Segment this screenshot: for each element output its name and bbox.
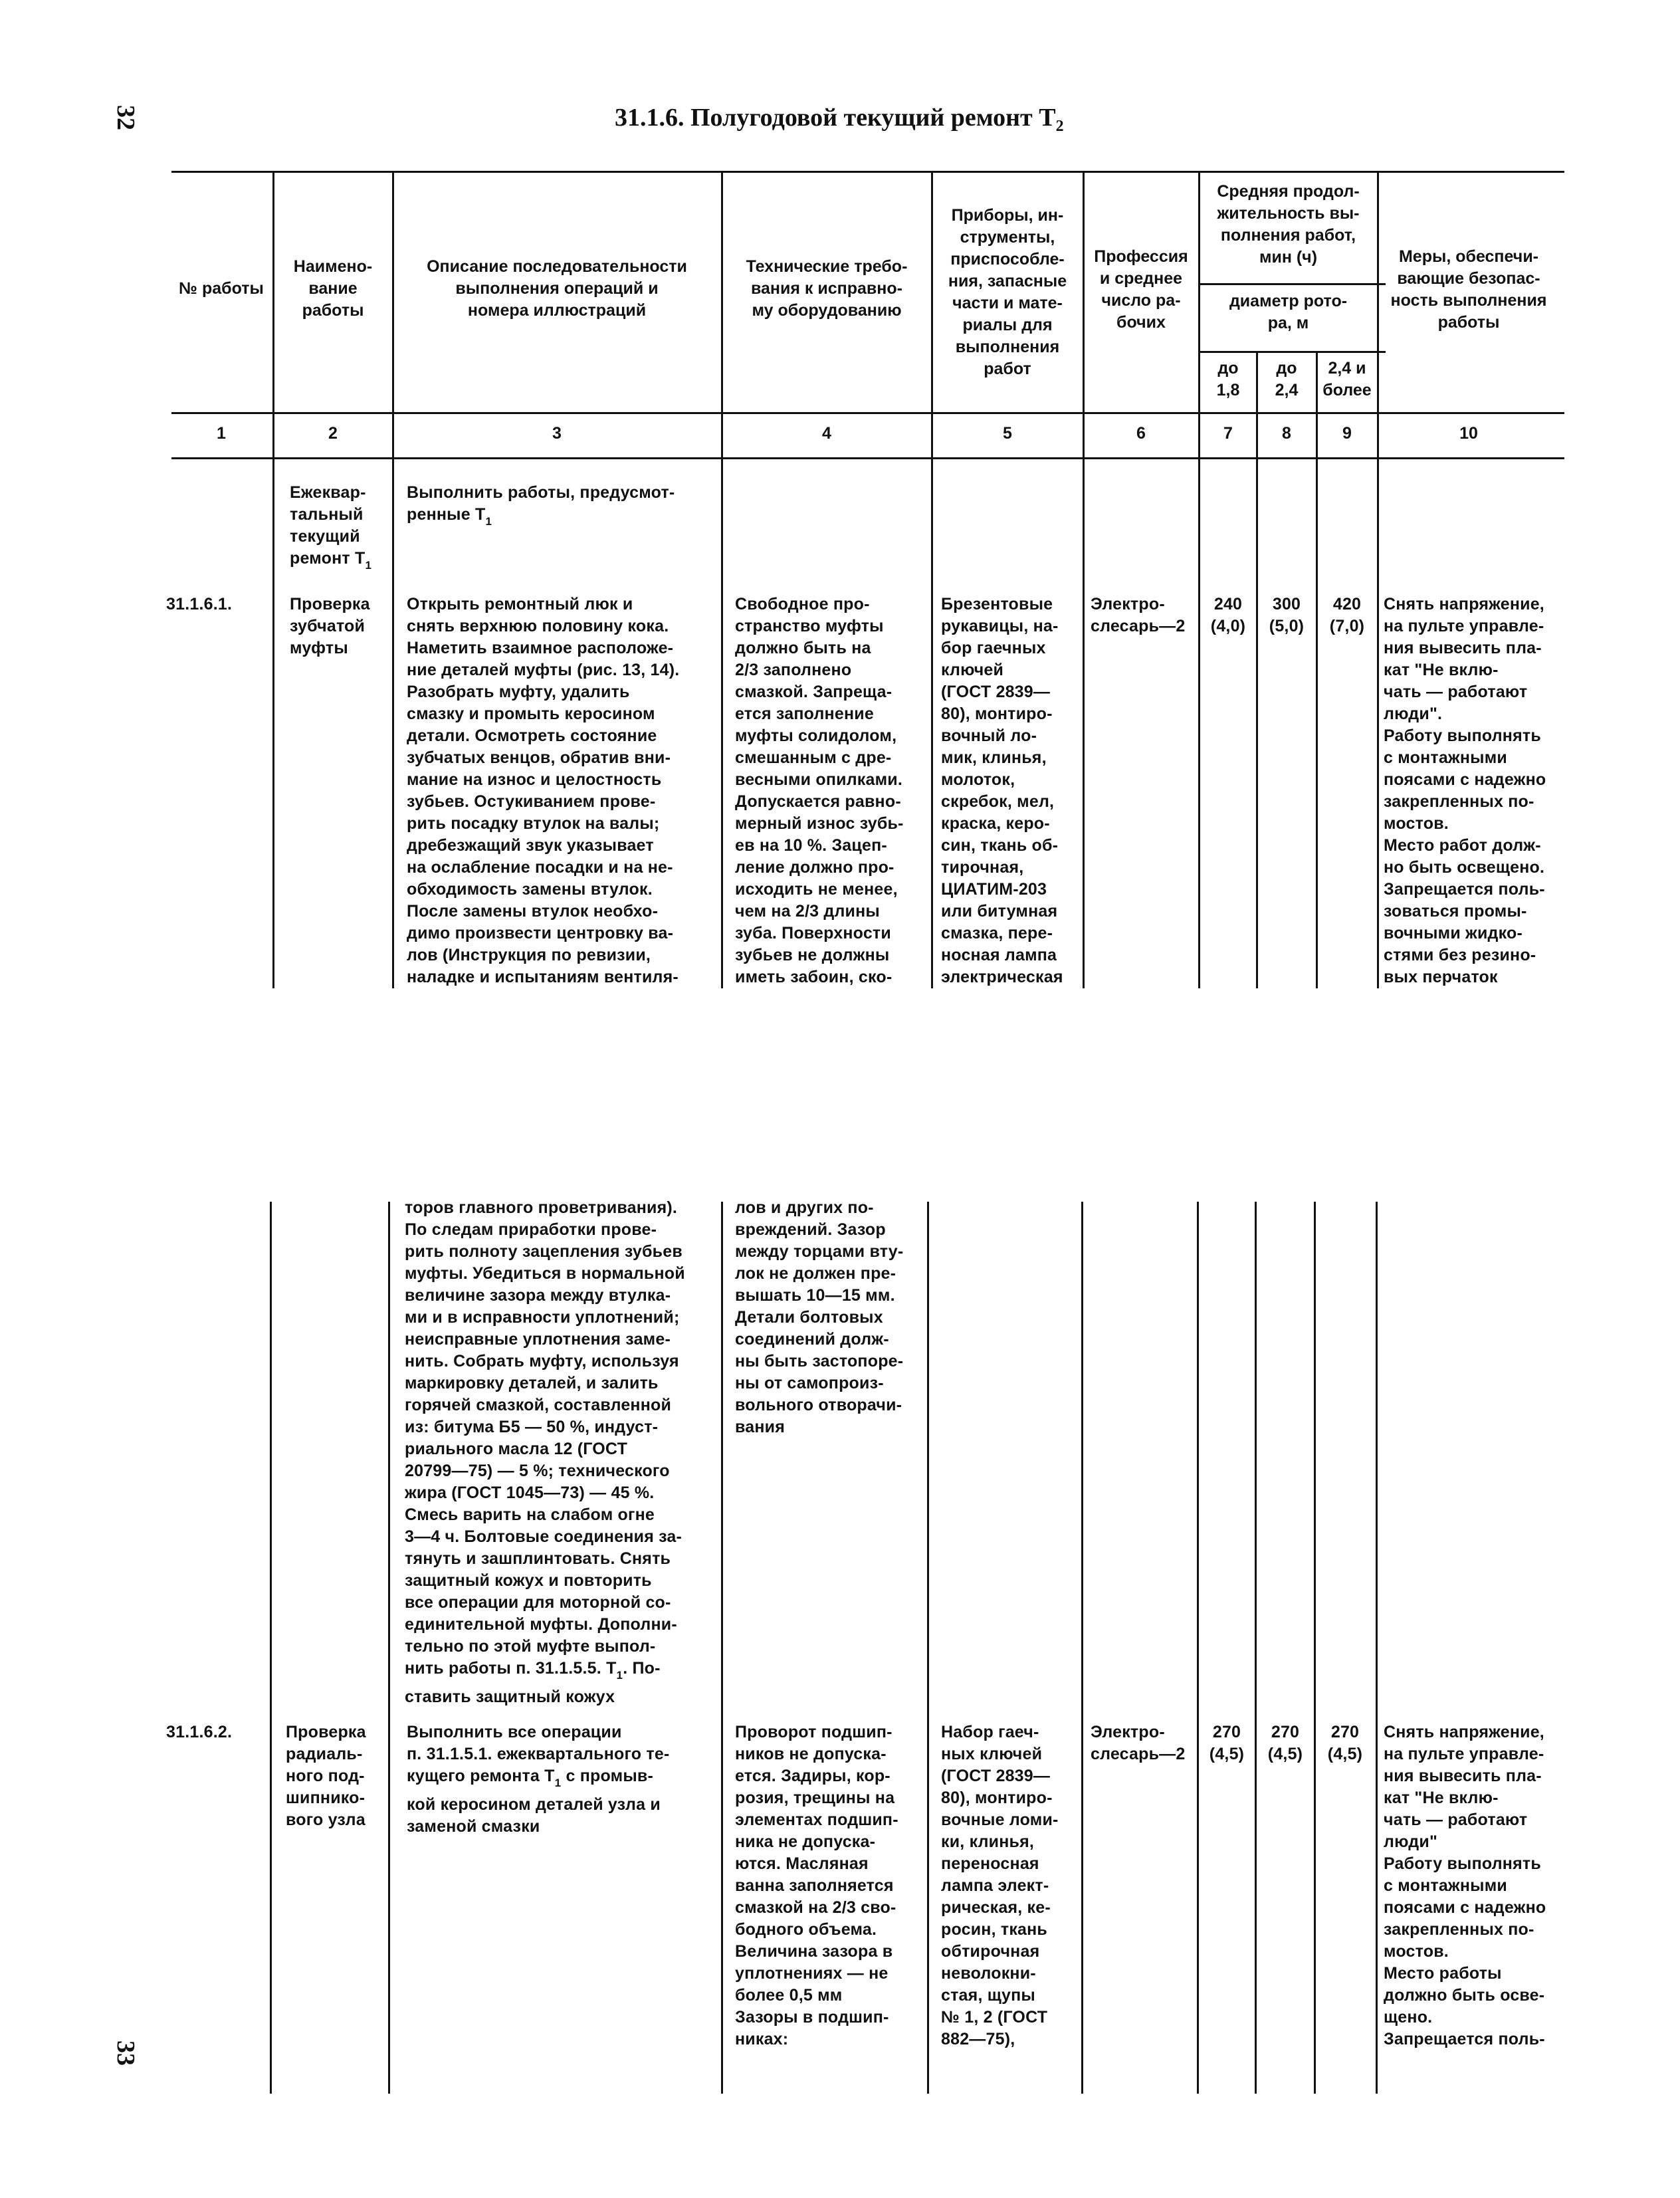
row2-duration-over-2-4: 270 (4,5)	[1327, 1723, 1363, 1763]
col-border-8-lower	[1314, 1202, 1316, 2094]
colnum-10: 10	[1459, 424, 1478, 443]
col-border-5-lower	[1081, 1202, 1083, 2094]
row1-requirements-part1: Свободное про- странство муфты должно быть на 2/3 заполнено смазкой. Запреща- ется заполнение муфты солидолом, смешанным с дре- весными опилками. Допускается равно- мерный износ зубь- ев на 10 %. Зацеп- ление должно про- исходить не менее, чем на 2/3 длины зуба. Поверхности зубьев не должны иметь забоин, ско-	[735, 595, 904, 986]
page-number-top: 32	[112, 105, 140, 130]
row1-duration-2-4: 300 (5,0)	[1269, 595, 1305, 635]
colnum-2: 2	[328, 424, 338, 443]
colnum-4: 4	[822, 424, 831, 443]
row1-work-name: Проверка зубчатой муфты	[290, 595, 370, 657]
row0-description: Выполнить работы, предусмот- ренные $Т_1$	[407, 483, 675, 528]
row1-duration-1-8: 240 (4,0)	[1210, 595, 1246, 635]
col-border-8	[1316, 351, 1318, 988]
header-diameter-2-4: до 2,4	[1275, 359, 1299, 399]
header-work-name: Наимено- вание работы	[293, 257, 373, 320]
colnum-5: 5	[1003, 424, 1012, 443]
header-bottom-rule	[171, 412, 1564, 414]
table-top-rule	[171, 171, 1564, 173]
col-border-6-lower	[1197, 1202, 1199, 2094]
colnum-bottom-rule	[171, 457, 1564, 459]
col-border-9-lower	[1376, 1202, 1378, 2094]
row1-description-part1: Открыть ремонтный люк и снять верхнюю половину кока. Наметить взаимное расположе- ние деталей муфты (рис. 13, 14). Разобрать муфту, удалить смазку и промыть керосином детали. Осмотреть состояние зубчатых венцов, обратив вни- мание на износ и целостность зубьев. Остукиванием прове- рить посадку втулок на валы; дребезжащий звук указывает на ослабление посадки и на не- обходимость замены втулок. После замены втулок необхо- димо произвести центровку ва- лов (Инструкция по ревизии, наладке и испытаниям вентиля-	[407, 595, 680, 986]
row1-profession: Электро- слесарь—2	[1091, 595, 1186, 635]
page-number-bottom: 33	[112, 2040, 140, 2066]
col-border-3-lower	[721, 1202, 723, 2094]
colnum-6: 6	[1136, 424, 1146, 443]
row2-duration-1-8: 270 (4,5)	[1209, 1723, 1245, 1763]
page-title: 31.1.6. Полугодовой текущий ремонт $Т_2$	[615, 104, 1064, 135]
subheader-rule-diameter	[1198, 283, 1386, 285]
header-safety: Меры, обеспечи- вающие безопас- ность выполнения работы	[1390, 247, 1547, 332]
row0-work-name: Ежеквар- тальный текущий ремонт $Т_1$	[290, 483, 372, 572]
subheader-rule-cols	[1198, 351, 1386, 353]
colnum-9: 9	[1342, 424, 1352, 443]
row2-work-name: Проверка радиаль- ного под- шипнико- вого узла	[286, 1723, 366, 1829]
colnum-3: 3	[552, 424, 562, 443]
header-diameter-1-8: до 1,8	[1216, 359, 1240, 399]
header-requirements: Технические требо- вания к исправно- му оборудованию	[746, 257, 908, 320]
col-border-2-lower	[388, 1202, 390, 2094]
colnum-1: 1	[217, 424, 226, 443]
col-border-1-lower	[270, 1202, 272, 2094]
col-border-7-lower	[1255, 1202, 1257, 2094]
row1-description-part2: торов главного проветривания). По следам приработки прове- рить полноту зацепления зубьев муфты. Убедиться в нормальной величине зазора между втулка- ми и в исправности уплотнений; неисправные уплотнения заме- нить. Собрать муфту, используя маркировку деталей, и залить горячей смазкой, составленной из: битума Б5 — 50 %, индуст- риального масла 12 (ГОСТ 20799—75) — 5 %; технического жира (ГОСТ 1045—73) — 45 %. Смесь варить на слабом огне 3—4 ч. Болтовые соединения за- тянуть и зашплинтовать. Снять защитный кожух и повторить все операции для моторной со- единительной муфты. Дополни- тельно по этой муфте выпол- нить работы п. 31.1.5.5. $Т_1$. По- ставить защитный кожух	[405, 1198, 685, 1706]
row2-profession: Электро- слесарь—2	[1091, 1723, 1186, 1763]
row2-tools: Набор гаеч- ных ключей (ГОСТ 2839— 80), монтиро- вочные ломи- ки, клинья, переносная лампа элект- рическая, ке- росин, ткань обтирочная неволокни- стая, щупы № 1, 2 (ГОСТ 882—75),	[941, 1723, 1059, 2048]
col-border-7	[1256, 351, 1258, 988]
colnum-7: 7	[1223, 424, 1233, 443]
row1-work-number: 31.1.6.1.	[166, 595, 233, 613]
row1-duration-over-2-4: 420 (7,0)	[1329, 595, 1365, 635]
header-rotor-diameter: диаметр рото- ра, м	[1229, 292, 1348, 332]
row2-description: Выполнить все операции п. 31.1.5.1. ежеквартального те- кущего ремонта $Т_1$ с промыв- кой керосином деталей узла и заменой смазки	[407, 1723, 670, 1836]
row2-duration-2-4: 270 (4,5)	[1267, 1723, 1303, 1763]
header-description: Описание последовательности выполнения операций и номера иллюстраций	[427, 257, 687, 320]
row2-work-number: 31.1.6.2.	[166, 1723, 233, 1741]
header-tools: Приборы, ин- струменты, приспособле- ния, запасные части и мате- риалы для выполнения работ	[948, 206, 1067, 378]
header-profession: Профессия и среднее число ра- бочих	[1094, 247, 1188, 332]
row1-tools: Брезентовые рукавицы, на- бор гаечных ключей (ГОСТ 2839— 80), монтиро- вочный ло- мик, клинья, молоток, скребок, мел, краска, керо- син, ткань об- тирочная, ЦИАТИМ-203 или битумная смазка, пере- носная лампа электрическая	[941, 595, 1063, 986]
row1-requirements-part2: лов и других по- вреждений. Зазор между торцами вту- лок не должен пре- вышать 10—15 мм. Детали болтовых соединений долж- ны быть застопоре- ны от самопроиз- вольного отворачи- вания	[735, 1198, 904, 1436]
col-border-4-lower	[927, 1202, 929, 2094]
header-duration: Средняя продол- жительность вы- полнения работ, мин (ч)	[1217, 182, 1360, 267]
row2-requirements: Проворот подшип- ников не допуска- ется. Задиры, кор- розия, трещины на элементах подшип- ника не допуска- ются. Масляная ванна заполняется смазкой на 2/3 сво- бодного объема. Величина зазора в уплотнениях — не более 0,5 мм Зазоры в подшип- никах:	[735, 1723, 898, 2048]
header-diameter-over-2-4: 2,4 и более	[1322, 359, 1372, 399]
row2-safety: Снять напряжение, на пульте управле- ния вывесить пла- кат "Не вклю- чать — работают люди" Работу выполнять с монтажными поясами с надежно закрепленных по- мостов. Место работы должно быть осве- щено. Запрещается поль-	[1384, 1723, 1546, 2048]
colnum-8: 8	[1282, 424, 1291, 443]
row1-safety: Снять напряжение, на пульте управле- ния вывесить пла- кат "Не вклю- чать — работают люди". Работу выполнять с монтажными поясами с надежно закрепленных по- мостов. Место работ долж- но быть освещено. Запрещается поль- зоваться промы- вочными жидко- стями без резино- вых перчаток	[1384, 595, 1546, 986]
header-work-number: № работы	[179, 279, 264, 298]
